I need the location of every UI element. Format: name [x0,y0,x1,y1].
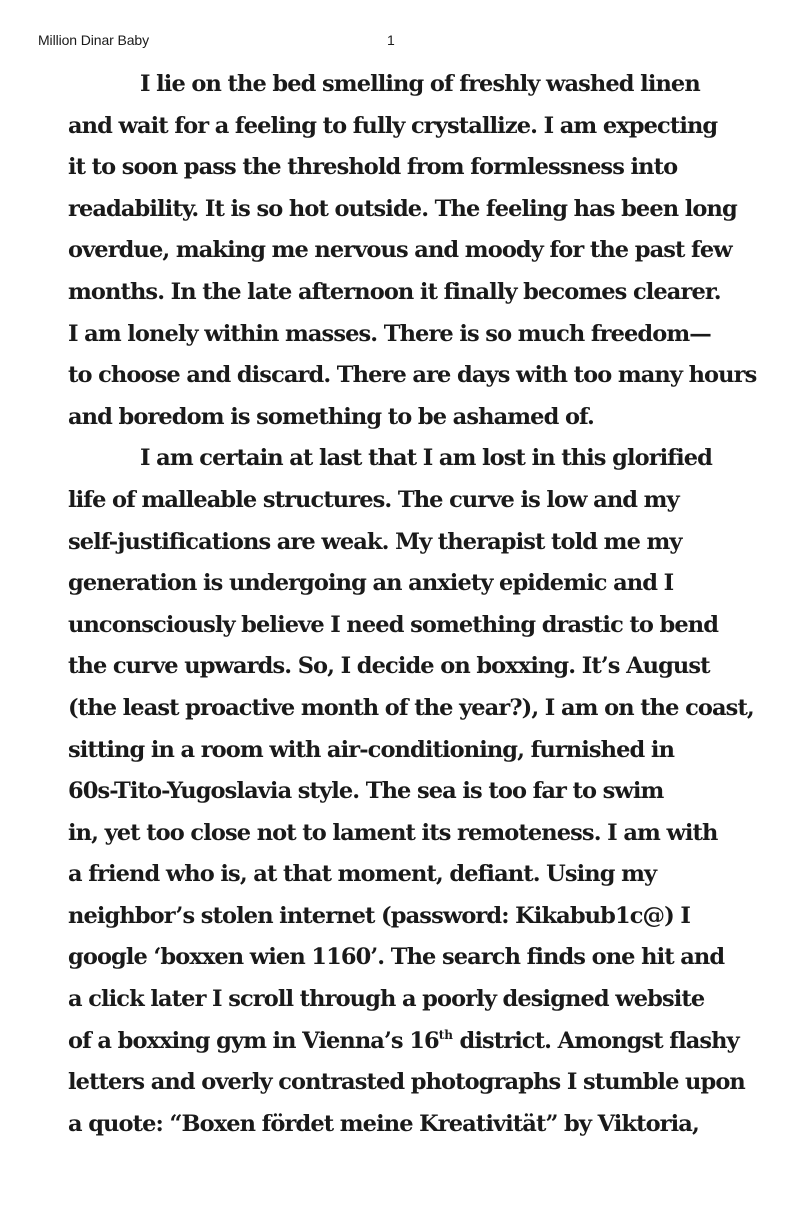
text-line: unconsciously believe I need something drastic to bend [68,611,719,638]
text-line: self-justifications are weak. My therapist told me my [68,528,682,555]
text-segment: district. Amongst flashy [453,1027,739,1054]
text-line: (the least proactive month of the year?), I am on the coast, [68,694,754,721]
text-line: I am certain at last that I am lost in this glorified [140,445,712,472]
text-line: it to soon pass the threshold from formlessness into [68,154,678,181]
text-line: sitting in a room with air-conditioning, furnished in [68,736,675,763]
text-line: readability. It is so hot outside. The feeling has been long [68,195,737,222]
text-line: in, yet too close not to lament its remoteness. I am with [68,819,718,846]
text-line: letters and overly contrasted photographs I stumble upon [68,1069,745,1096]
text-line: a friend who is, at that moment, defiant. Using my [68,861,657,888]
text-line: overdue, making me nervous and moody for the past few [68,237,732,264]
text-line: I am lonely within masses. There is so much freedom— [68,320,711,347]
text-line: and wait for a feeling to fully crystallize. I am expecting [68,112,718,139]
body-text [68,64,768,1145]
text-line: to choose and discard. There are days with too many hours [68,362,757,389]
text-line: life of malleable structures. The curve is low and my [68,486,679,513]
text-line: a click later I scroll through a poorly designed website [68,986,705,1013]
ordinal-superscript: th [438,1027,454,1042]
text-line: I lie on the bed smelling of freshly washed linen [140,71,700,97]
text-line: google ‘boxxen wien 1160’. The search finds one hit and [68,944,725,971]
text-line [68,1021,768,1063]
page-number: 1 [387,32,395,48]
text-line: the curve upwards. So, I decide on boxxing. It’s August [68,653,710,680]
running-header-title: Million Dinar Baby [38,32,150,48]
text-line: neighbor’s stolen internet (password: Kikabub1c@) I [68,902,691,929]
text-line: a quote: “Boxen fördet meine Kreativität” by Viktoria, [68,1110,699,1137]
text-line: generation is undergoing an anxiety epidemic and I [68,570,674,597]
text-line: and boredom is something to be ashamed of. [68,403,594,430]
text-line: 60s-Tito-Yugoslavia style. The sea is too far to swim [68,778,664,805]
text-line: months. In the late afternoon it finally becomes clearer. [68,278,721,305]
text-segment: of a boxxing gym in Vienna’s 16 [68,1027,439,1054]
